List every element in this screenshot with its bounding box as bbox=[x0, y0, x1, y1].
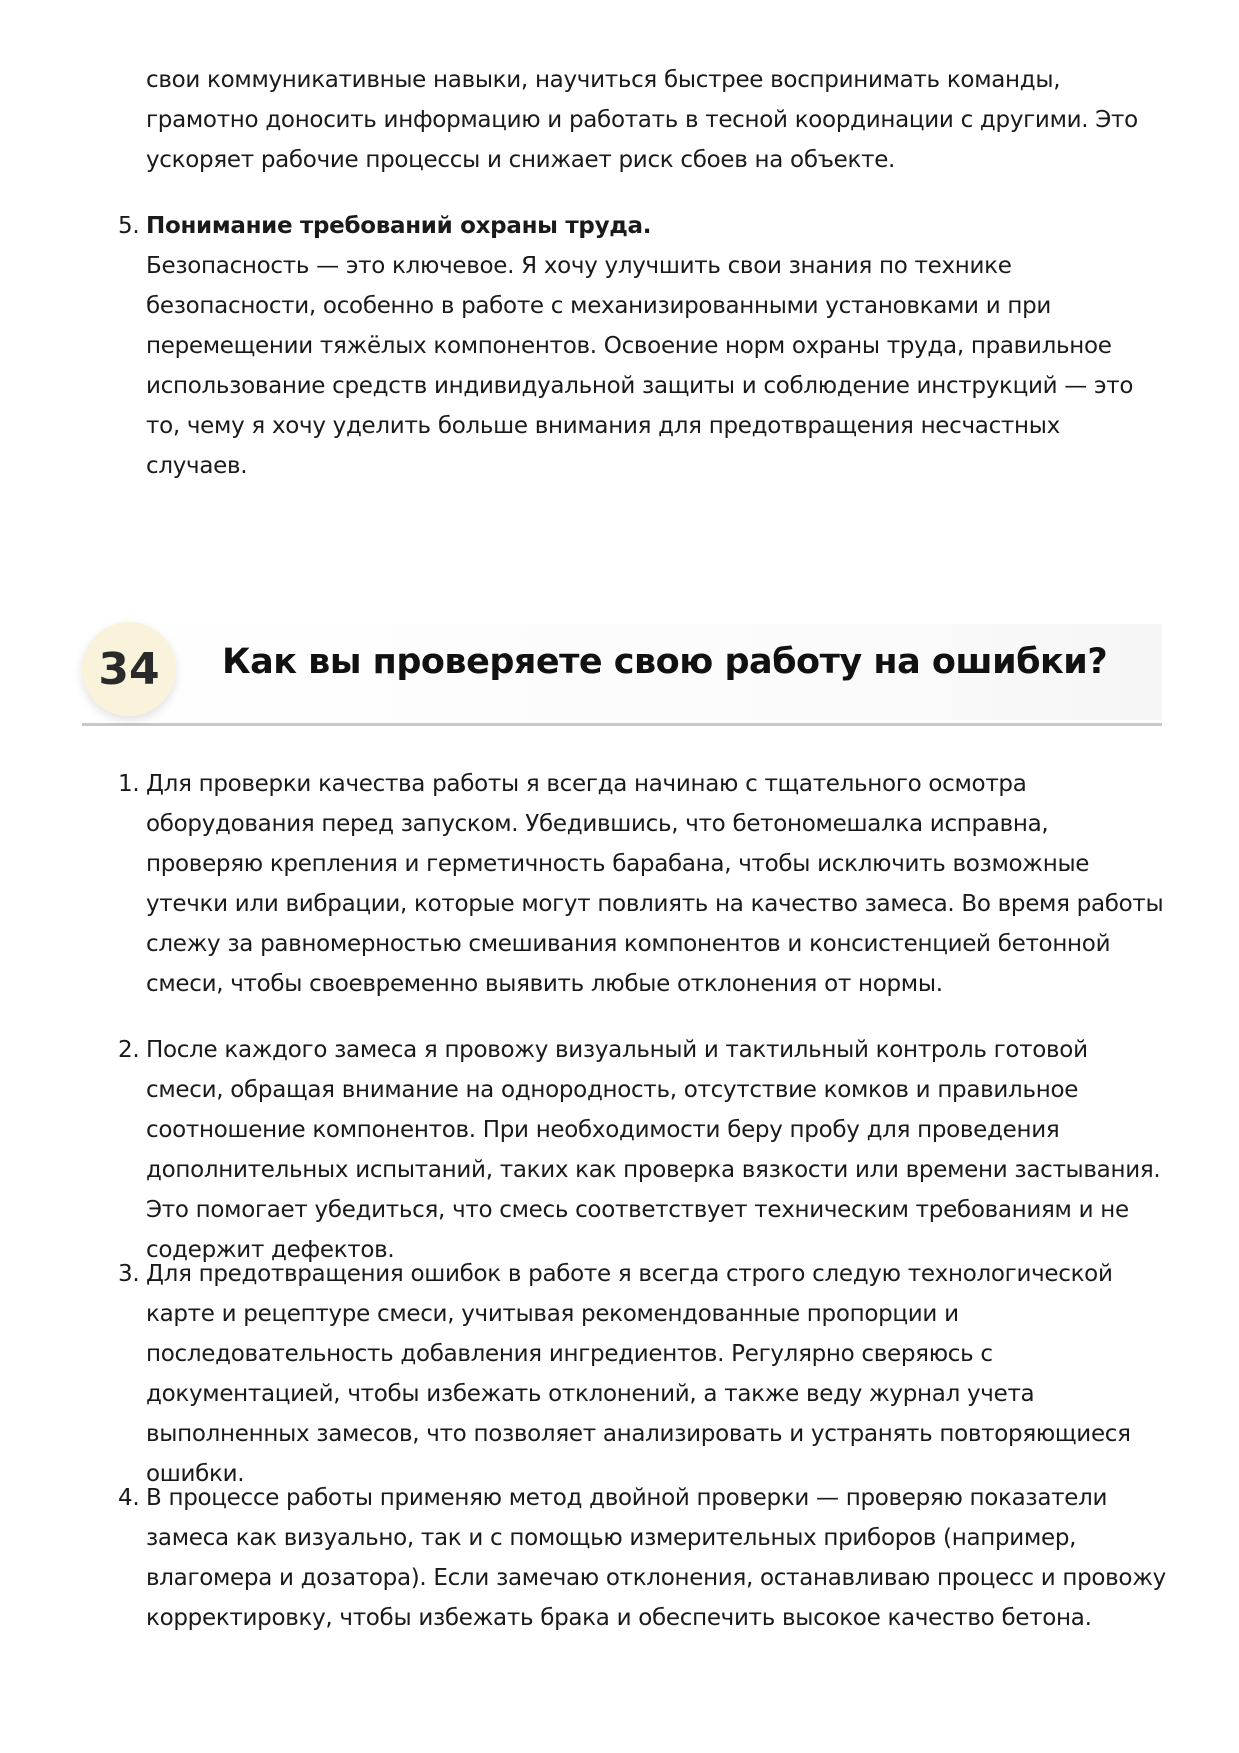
answer-text: Для проверки качества работы я всегда начинаю с тщательного осмотра оборудования перед запуском. Убедившись, что бетономешалка исправна, проверяю крепления и герметичность барабана, чтобы исключить возможные утечки или вибрации, которые могут повлиять на качество замеса. Во время работы слежу за равномерностью смешивания компонентов и консистенцией бетонной смеси, чтобы своевременно выявить любые отклонения от нормы. bbox=[146, 771, 1164, 997]
answer-item-2 bbox=[118, 1030, 1166, 1270]
answer-item-1 bbox=[118, 764, 1166, 1004]
answer-text: В процессе работы применяю метод двойной проверки — проверяю показатели замеса как визуально, так и с помощью измерительных приборов (например, влагомера и дозатора). Если замечаю отклонения, останавливаю процесс и провожу корректировку, чтобы избежать брака и обеспечить высокое качество бетона. bbox=[146, 1485, 1166, 1631]
answer-number: 1. bbox=[118, 771, 140, 797]
question-number-badge: 34 bbox=[82, 622, 176, 716]
heading-divider bbox=[82, 723, 1162, 726]
intro-paragraph: свои коммуникативные навыки, научиться быстрее воспринимать команды, грамотно доносить информацию и работать в тесной координации с другими. Это ускоряет рабочие процессы и снижает риск сбоев на объекте. bbox=[146, 67, 1138, 173]
list-item-5 bbox=[118, 206, 1166, 486]
list-item-text: Безопасность — это ключевое. Я хочу улучшить свои знания по технике безопасности, особенно в работе с механизированными установками и при перемещении тяжёлых компонентов. Освоение норм охраны труда, правильное использование средств индивидуальной защиты и соблюдение инструкций — это то, чему я хочу уделить больше внимания для предотвращения несчастных случаев. bbox=[146, 253, 1134, 479]
answer-number: 4. bbox=[118, 1485, 140, 1511]
answer-text: После каждого замеса я провожу визуальный и тактильный контроль готовой смеси, обращая внимание на однородность, отсутствие комков и правильное соотношение компонентов. При необходимости беру пробу для проведения дополнительных испытаний, таких как проверка вязкости или времени застывания. Это помогает убедиться, что смесь соответствует техническим требованиям и не содержит дефектов. bbox=[146, 1037, 1161, 1263]
answer-text: Для предотвращения ошибок в работе я всегда строго следую технологической карте и рецептуре смеси, учитывая рекомендованные пропорции и последовательность добавления ингредиентов. Регулярно сверяюсь с документацией, чтобы избежать отклонений, а также веду журнал учета выполненных замесов, что позволяет анализировать и устранять повторяющиеся ошибки. bbox=[146, 1261, 1131, 1487]
question-title: Как вы проверяете свою работу на ошибки? bbox=[222, 642, 1108, 682]
answer-item-3 bbox=[118, 1254, 1166, 1494]
answer-number: 2. bbox=[118, 1037, 140, 1063]
question-heading bbox=[82, 622, 1162, 726]
answer-number: 3. bbox=[118, 1261, 140, 1287]
list-item-title: Понимание требований охраны труда. bbox=[146, 213, 652, 239]
answer-item-4 bbox=[118, 1478, 1166, 1638]
list-item-number: 5. bbox=[118, 213, 140, 239]
